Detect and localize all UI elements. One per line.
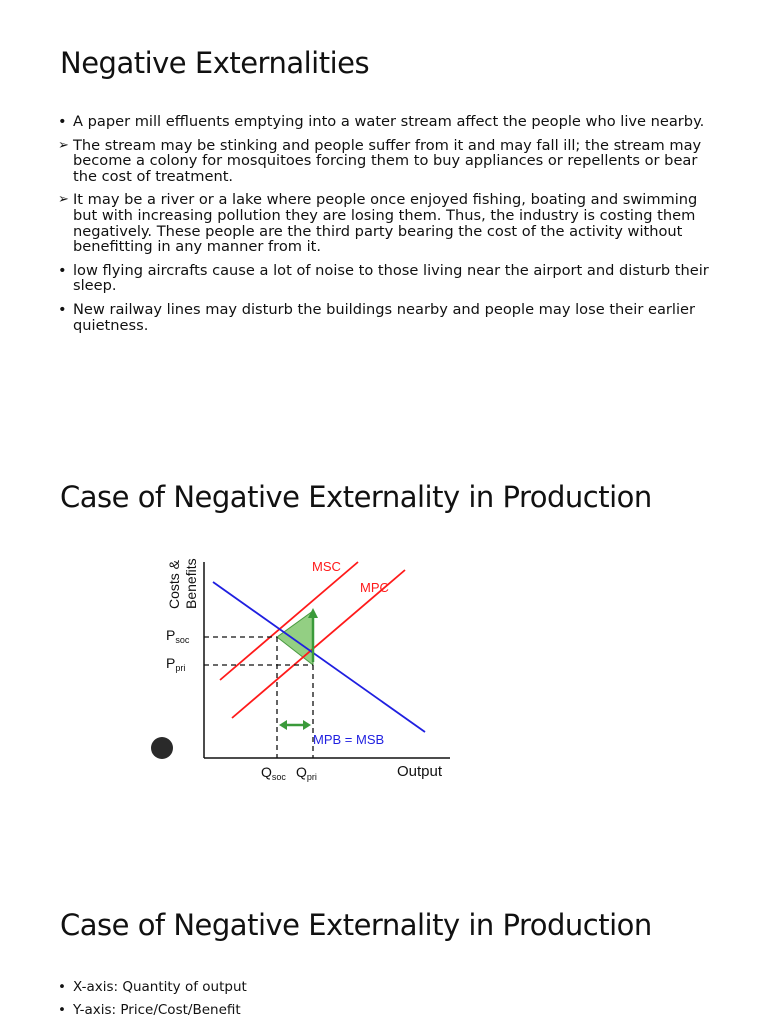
bullet-item [0, 192, 768, 254]
bullet-list [0, 114, 768, 341]
bullet-text: New railway lines may disturb the buildings nearby and people may lose their earlier quietness. [73, 300, 695, 334]
bullet-text: low flying aircrafts cause a lot of noise to those living near the airport and disturb their sleep. [73, 261, 709, 295]
msc-curve [220, 562, 358, 680]
slide-title: Case of Negative Externality in Production [60, 908, 652, 942]
bullet-item [0, 976, 768, 999]
externality-diagram [150, 542, 470, 792]
bullet-text: A paper mill effluents emptying into a water stream affect the people who live nearby. [73, 113, 705, 130]
bullet-text: The stream may be stinking and people suffer from it and may fall ill; the stream may become a colony for mosquitoes forcing them to buy appliances or repellents or bear the cost of treatment. [73, 136, 702, 185]
mpc-label: MPC [360, 580, 389, 595]
slide-externality-diagram [0, 456, 768, 836]
slide-title: Negative Externalities [60, 46, 370, 80]
p-soc-label: $P_{soc}$ [166, 627, 190, 645]
msc-label: MSC [312, 559, 341, 574]
slide-axis-definitions [0, 880, 768, 1024]
bullet-item [0, 302, 768, 333]
arrow-bullet-icon: ➢ [58, 137, 69, 153]
arrow-left-icon [279, 720, 287, 730]
slide-title: Case of Negative Externality in Production [60, 480, 652, 514]
bullet-text: Y-axis: Price/Cost/Benefit [73, 1002, 241, 1018]
bullet-mark: • [58, 979, 66, 995]
bullet-mark: • [58, 261, 67, 279]
bullet-item [0, 999, 768, 1022]
bullet-item [0, 263, 768, 294]
arrow-bullet-icon: ➢ [58, 192, 69, 208]
q-soc-label: $Q_{soc}$ [261, 764, 286, 782]
bullet-item [0, 138, 768, 185]
q-pri-label: $Q_{pri}$ [296, 764, 317, 782]
y-axis-label-line1: Costs & [166, 559, 182, 609]
bullet-mark: • [58, 300, 67, 318]
p-pri-label: $P_{pri}$ [166, 655, 186, 673]
x-axis-label: Output [397, 763, 443, 780]
welfare-loss-area [277, 611, 313, 665]
bullet-mark: • [58, 1002, 66, 1018]
bullet-text: X-axis: Quantity of output [73, 979, 247, 995]
slide-negative-externalities [0, 0, 768, 440]
mpb-msb-curve [213, 582, 425, 732]
slide-number-icon [151, 737, 173, 759]
y-axis-label-line2: Benefits [183, 558, 199, 609]
bullet-text: It may be a river or a lake where people once enjoyed fishing, boating and swimming but with increasing pollution they are losing them. Thus, the industry is costing them negatively. These people are the third party bearing the cost of the activity without benefitting in any manner from it. [73, 191, 698, 256]
arrow-right-icon [303, 720, 311, 730]
bullet-list [0, 976, 768, 1022]
mpb-msb-label: MPB = MSB [313, 732, 385, 747]
bullet-item [0, 114, 768, 130]
bullet-mark: • [58, 113, 67, 130]
